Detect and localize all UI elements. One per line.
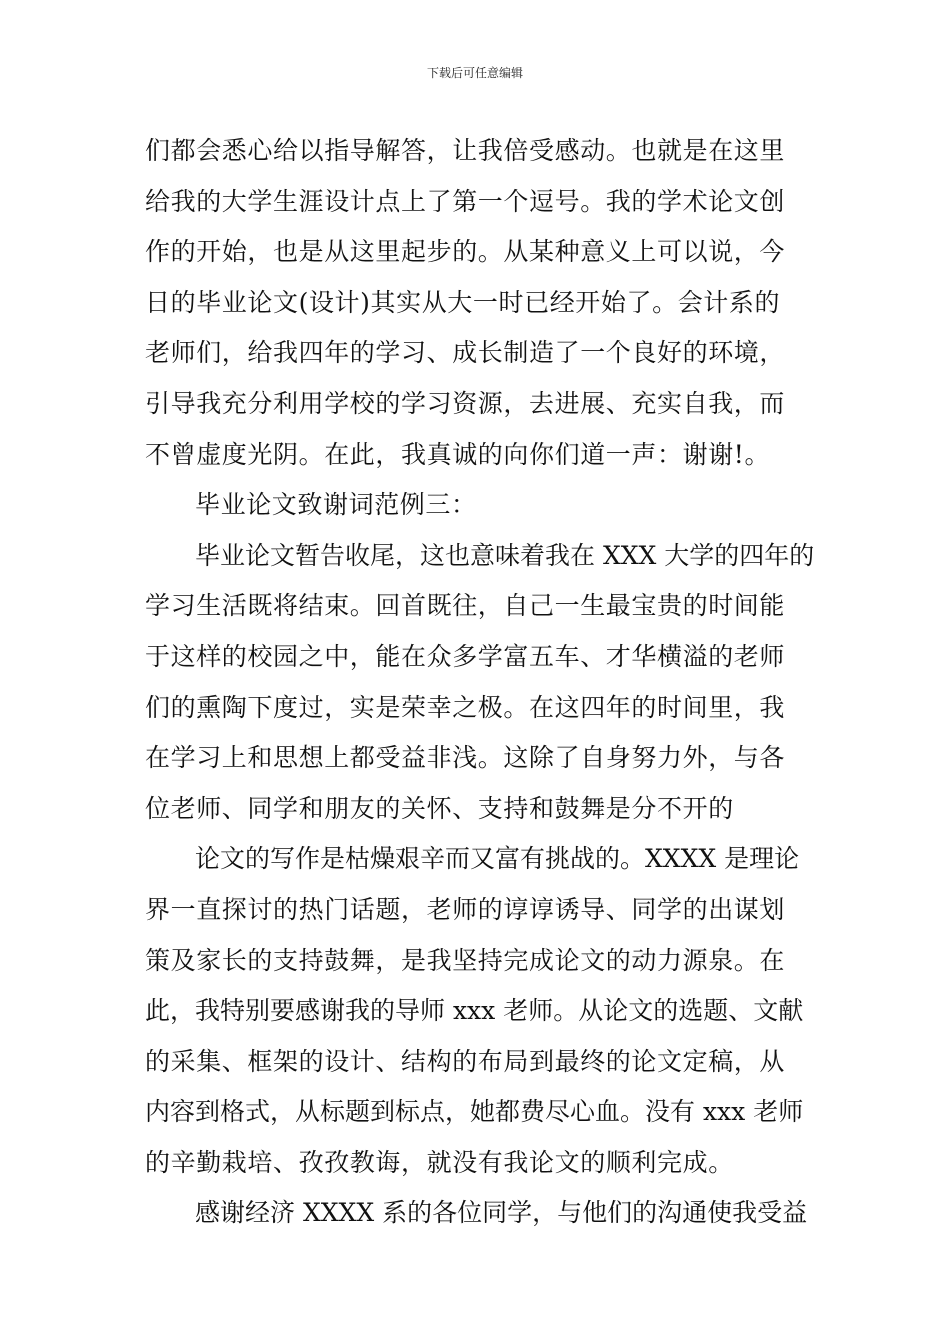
text-line: 日的毕业论文(设计)其实从大一时已经开始了。会计系的 [145,287,781,317]
text-line: 不曾虚度光阴。在此，我真诚的向你们道一声：谢谢!。 [145,439,771,469]
text-line: 作的开始，也是从这里起步的。从某种意义上可以说，今 [145,237,786,267]
text-line: 策及家长的支持鼓舞，是我坚持完成论文的动力源泉。在 [145,945,786,975]
text-line: 位老师、同学和朋友的关怀、支持和鼓舞是分不开的 [145,793,734,823]
document-body [145,126,815,1239]
text-line: 老师们，给我四年的学习、成长制造了一个良好的环境， [145,338,786,368]
text-line: 界一直探讨的热门话题，老师的谆谆诱导、同学的出谋划 [145,894,786,924]
page-header: 下载后可任意编辑 [426,66,523,80]
text-line: 在学习上和思想上都受益非浅。这除了自身努力外，与各 [145,743,786,773]
paragraph-first-line: 感谢经济 XXXX 系的各位同学，与他们的沟通使我受益 [195,1198,808,1228]
text-line: 引导我充分利用学校的学习资源，去进展、充实自我，而 [145,388,786,418]
text-line: 给我的大学生涯设计点上了第一个逗号。我的学术论文创 [145,186,786,216]
text-line: 学习生活既将结束。回首既往，自己一生最宝贵的时间能 [145,591,786,621]
text-line: 于这样的校园之中，能在众多学富五车、才华横溢的老师 [145,641,786,671]
paragraph-first-line: 毕业论文暂告收尾，这也意味着我在 XXX 大学的四年的 [195,540,815,570]
text-line: 们都会悉心给以指导解答，让我倍受感动。也就是在这里 [145,136,786,165]
section-heading: 毕业论文致谢词范例三： [195,490,477,520]
text-line: 的辛勤栽培、孜孜教诲，就没有我论文的顺利完成。 [145,1147,734,1177]
paragraph-first-line: 论文的写作是枯燥艰辛而又富有挑战的。XXXX 是理论 [195,844,800,874]
text-line: 内容到格式，从标题到标点，她都费尽心血。没有 xxx 老师 [145,1097,804,1127]
text-line: 此，我特别要感谢我的导师 xxx 老师。从论文的选题、文献 [145,996,804,1026]
text-line: 的采集、框架的设计、结构的布局到最终的论文定稿，从 [145,1046,786,1076]
text-line: 们的熏陶下度过，实是荣幸之极。在这四年的时间里，我 [145,692,786,722]
